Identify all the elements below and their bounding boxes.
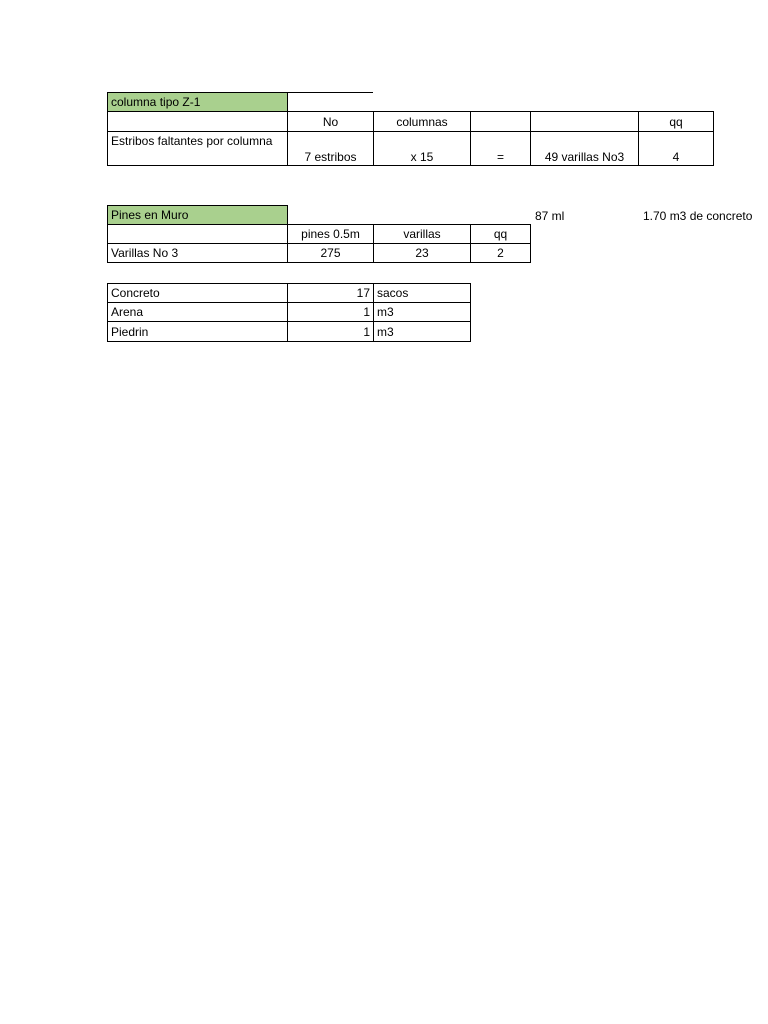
materiales-row-piedrin-unit: m3 (373, 321, 471, 342)
materiales-row-arena-qty: 1 (287, 302, 374, 322)
pines-row-varillas: 23 (373, 243, 471, 263)
pines-title: Pines en Muro (107, 205, 288, 225)
columna-header-empty-3 (530, 111, 639, 132)
columna-header-columnas: columnas (373, 111, 471, 132)
materiales-row-concreto-unit: sacos (373, 283, 471, 303)
materiales-row-piedrin-qty: 1 (287, 321, 374, 342)
pines-header-empty (107, 224, 288, 244)
columna-title-line (288, 92, 373, 93)
columna-header-empty-2 (470, 111, 531, 132)
materiales-row-concreto-name: Concreto (107, 283, 288, 303)
materiales-row-arena-unit: m3 (373, 302, 471, 322)
columna-header-qq: qq (638, 111, 714, 132)
pines-header-varillas: varillas (373, 224, 471, 244)
pines-row-label: Varillas No 3 (107, 243, 288, 263)
pines-note-ml: 87 ml (535, 209, 565, 223)
columna-row-no: 7 estribos (287, 131, 374, 166)
columna-header-no: No (287, 111, 374, 132)
pines-note-concreto: 1.70 m3 de concreto (643, 209, 753, 223)
pines-header-qq: qq (470, 224, 531, 244)
materiales-row-arena-name: Arena (107, 302, 288, 322)
columna-row-columnas: x 15 (373, 131, 471, 166)
materiales-row-piedrin-name: Piedrin (107, 321, 288, 342)
columna-row-qq: 4 (638, 131, 714, 166)
columna-title: columna tipo Z-1 (107, 92, 288, 112)
pines-row-qq: 2 (470, 243, 531, 263)
pines-header-pines: pines 0.5m (287, 224, 374, 244)
columna-header-empty-1 (107, 111, 288, 132)
columna-row-result: 49 varillas No3 (530, 131, 639, 166)
columna-row-label: Estribos faltantes por columna (107, 131, 288, 166)
materiales-row-concreto-qty: 17 (287, 283, 374, 303)
pines-row-pines: 275 (287, 243, 374, 263)
columna-row-equals: = (470, 131, 531, 166)
